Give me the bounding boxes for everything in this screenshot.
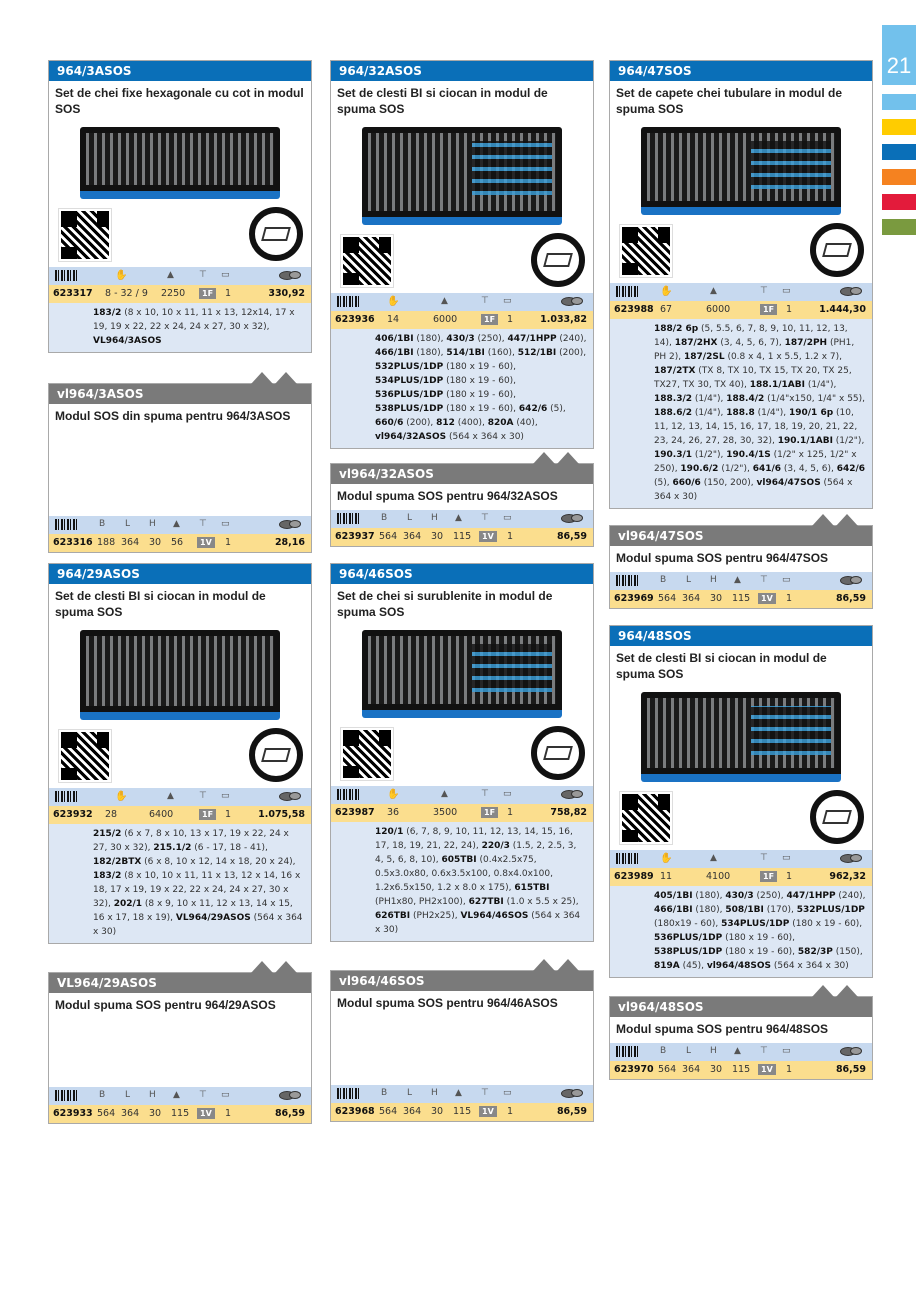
product-card-vl964-46sos <box>330 970 594 1122</box>
product-values-row: 623988 67 6000 1F 1 1.444,30 <box>610 301 872 319</box>
barcode-icon <box>55 519 79 530</box>
pieces: 8 - 32 / 9 <box>105 288 148 299</box>
product-contents: 405/1BI (180), 430/3 (250), 447/1HPP (240), 466/1BI (180), 508/1BI (170), 532PLUS/1DP (180x19 - 60), 534PLUS/1DP (180 x 19 - 60), 536PLUS/1DP (180 x 19 - 60), 538PLUS/1DP (180 x 19 - 60), 582/3P (150), 819A (45), vl964/48SOS (564 x 364 x 30) <box>610 886 872 977</box>
spec-header-row: B L H ▲ ⊤ ▭ <box>331 510 593 528</box>
product-code: 964/47SOS <box>610 61 872 81</box>
hand-pieces-icon: ✋ <box>115 270 128 281</box>
weight-icon: ▲ <box>167 270 174 280</box>
weight-icon: ▲ <box>173 519 180 529</box>
product-card-964-47sos <box>609 60 873 509</box>
sos-module-logo <box>531 726 585 780</box>
product-card-vl964-29asos <box>48 972 312 1124</box>
product-title: Set de clesti BI si ciocan in modul de spuma SOS <box>55 589 266 619</box>
product-values-row: 623936 14 6000 1F 1 1.033,82 <box>331 311 593 329</box>
product-title: Set de capete chei tubulare in modul de spuma SOS <box>616 86 843 116</box>
product-code: vl964/46SOS <box>331 971 593 991</box>
product-code: VL964/29ASOS <box>49 973 311 993</box>
product-values-row: 623937 564 364 30 115 1V 1 86,59 <box>331 528 593 546</box>
packaging-icon: ⊤ <box>199 270 207 280</box>
barcode-icon <box>55 270 79 281</box>
spec-header-row: ✋ ▲ ⊤ ▭ <box>610 283 872 301</box>
weight: 2250 <box>161 288 186 299</box>
product-title: Modul spuma SOS pentru 964/32ASOS <box>337 489 558 503</box>
spec-header-row: B L H ▲ ⊤ ▭ <box>49 1087 311 1105</box>
product-values-row: 623969 564 364 30 115 1V 1 86,59 <box>610 590 872 608</box>
coins-price-icon <box>279 519 301 529</box>
product-title: Modul spuma SOS pentru 964/29ASOS <box>55 998 276 1012</box>
pack-quantity: 1 <box>225 288 232 299</box>
product-card-vl964-3asos <box>48 383 312 553</box>
product-contents: 215/2 (6 x 7, 8 x 10, 13 x 17, 19 x 22, 24 x 27, 30 x 32), 215.1/2 (6 - 17, 18 - 41), 182/2BTX (6 x 8, 10 x 12, 14 x 18, 20 x 24), 183/2 (8 x 10, 10 x 11, 11 x 13, 12 x 14, 16 x 18, 17 x 19, 19 x 22, 22 x 24, 24 x 27, 30 x 32), 202/1 (8 x 9, 10 x 11, 12 x 13, 14 x 15, 16 x 17, 18 x 19), VL964/29ASOS (564 x 364 x 30) <box>49 824 311 943</box>
product-image <box>641 127 841 215</box>
product-code: 964/3ASOS <box>49 61 311 81</box>
product-values-row: 623970 564 364 30 115 1V 1 86,59 <box>610 1061 872 1079</box>
spec-header-row: B L H ▲ ⊤ ▭ <box>331 1085 593 1103</box>
column-2 <box>330 60 594 1122</box>
product-contents: 120/1 (6, 7, 8, 9, 10, 11, 12, 13, 14, 15, 16, 17, 18, 19, 21, 22, 24), 220/3 (1.5, 2, 2.5, 3, 4, 5, 6, 8, 10), 605TBI (0.4x2.5x75, 0.5x3.0x80, 0.6x3.5x100, 0.8x4.0x100, 1.2x6.5x150, 1.2 x 8.0 x 175), 615TBI (PH1x80, PH2x100), 627TBI (1.0 x 5.5 x 25), 626TBI (PH2x25), VL964/46SOS (564 x 364 x 30) <box>331 822 593 941</box>
spec-header-row: ✋ ▲ ⊤ ▭ <box>331 293 593 311</box>
pack-quantity-icon: ▭ <box>221 519 230 529</box>
product-contents: 183/2 (8 x 10, 10 x 11, 11 x 13, 12x14, 17 x 19, 19 x 22, 22 x 24, 24 x 27, 30 x 32), VL964/3ASOS <box>49 303 311 352</box>
product-title: Set de clesti BI si ciocan in modul de spuma SOS <box>616 651 827 681</box>
qr-code[interactable] <box>620 225 672 277</box>
packaging-icon: ⊤ <box>199 519 207 529</box>
product-values-row: 623987 36 3500 1F 1 758,82 <box>331 804 593 822</box>
chapter-tab-green[interactable] <box>882 219 916 235</box>
qr-code[interactable] <box>59 730 111 782</box>
chapter-tabs <box>882 25 916 244</box>
product-code: 964/46SOS <box>331 564 593 584</box>
chapter-tab-orange[interactable] <box>882 169 916 185</box>
spec-header-row: B L H ▲ ⊤ ▭ <box>610 572 872 590</box>
qr-code[interactable] <box>341 728 393 780</box>
product-code: vl964/3ASOS <box>49 384 311 404</box>
product-image <box>80 127 280 199</box>
spec-header-row <box>49 267 311 285</box>
chapter-tab-red[interactable] <box>882 194 916 210</box>
chapter-tab-light-blue[interactable] <box>882 94 916 110</box>
product-title: Set de chei fixe hexagonale cu cot in modul SOS <box>55 86 304 116</box>
product-card-964-32asos <box>330 60 594 449</box>
product-code: vl964/32ASOS <box>331 464 593 484</box>
packaging-badge: 1F <box>199 288 216 299</box>
product-values-row: 623989 11 4100 1F 1 962,32 <box>610 868 872 886</box>
product-title: Modul spuma SOS pentru 964/47SOS <box>616 551 829 565</box>
product-card-vl964-32asos <box>330 463 594 547</box>
product-values-row: 623932 28 6400 1F 1 1.075,58 <box>49 806 311 824</box>
product-code: vl964/47SOS <box>610 526 872 546</box>
product-image <box>362 630 562 718</box>
pack-quantity-icon: ▭ <box>221 270 230 280</box>
coins-price-icon <box>279 270 301 280</box>
product-code: vl964/48SOS <box>610 997 872 1017</box>
product-values-row: 623933 564 364 30 115 1V 1 86,59 <box>49 1105 311 1123</box>
product-image <box>641 692 841 782</box>
product-card-964-29asos <box>48 563 312 944</box>
qr-code[interactable] <box>620 792 672 844</box>
product-card-964-3asos <box>48 60 312 353</box>
product-card-964-46sos <box>330 563 594 942</box>
sos-module-logo <box>531 233 585 287</box>
product-card-vl964-47sos <box>609 525 873 609</box>
column-1 <box>48 60 312 1124</box>
sos-module-logo <box>810 223 864 277</box>
chapter-tab-blue[interactable] <box>882 144 916 160</box>
spec-header-row: ✋ ▲ ⊤ ▭ <box>49 788 311 806</box>
product-values-row <box>49 285 311 303</box>
product-values-row: 623968 564 364 30 115 1V 1 86,59 <box>331 1103 593 1121</box>
page-number: 21 <box>882 25 916 85</box>
product-card-vl964-48sos <box>609 996 873 1080</box>
spec-header-row: ✋ ▲ ⊤ ▭ <box>610 850 872 868</box>
spec-header-row: B L H ▲ ⊤ ▭ <box>610 1043 872 1061</box>
product-code: 964/32ASOS <box>331 61 593 81</box>
spec-header-row: B L H ▲ ⊤ ▭ <box>49 516 311 534</box>
sos-module-logo <box>249 207 303 261</box>
article-number: 623317 <box>53 288 93 299</box>
sos-module-logo <box>810 790 864 844</box>
product-title: Modul SOS din spuma pentru 964/3ASOS <box>55 409 291 423</box>
chapter-tab-yellow[interactable] <box>882 119 916 135</box>
product-title: Modul spuma SOS pentru 964/48SOS <box>616 1022 829 1036</box>
product-image <box>80 630 280 720</box>
price: 330,92 <box>268 288 305 299</box>
product-values-row: 623316 188 364 30 56 1V 1 28,16 <box>49 534 311 552</box>
product-title: Set de clesti BI si ciocan in modul de spuma SOS <box>337 86 548 116</box>
spec-header-row: ✋ ▲ ⊤ ▭ <box>331 786 593 804</box>
sos-module-logo <box>249 728 303 782</box>
product-card-964-48sos <box>609 625 873 978</box>
column-3 <box>609 60 873 1080</box>
product-code: 964/29ASOS <box>49 564 311 584</box>
product-contents: 188/2 6p (5, 5.5, 6, 7, 8, 9, 10, 11, 12, 13, 14), 187/2HX (3, 4, 5, 6, 7), 187/2PH (PH1, PH 2), 187/2SL (0.8 x 4, 1 x 5.5, 1.2 x 7), 187/2TX (TX 8, TX 10, TX 15, TX 20, TX 25, TX27, TX 30, TX 40), 188.1/1ABI (1/4"), 188.3/2 (1/4"), 188.4/2 (1/4"x150, 1/4" x 55), 188.6/2 (1/4"), 188.8 (1/4"), 190/1 6p (10, 11, 12, 13, 14, 15, 16, 17, 18, 19, 20, 21, 22, 23, 24, 26, 27, 28, 30, 32), 190.1/1ABI (1/2"), 190.3/1 (1/2"), 190.4/1S (1/2" x 125, 1/2" x 250), 190.6/2 (1/2"), 641/6 (3, 4, 5, 6), 642/6 (5), 660/6 (150, 200), vl964/47SOS (564 x 364 x 30) <box>610 319 872 508</box>
product-title: Set de chei si surublenite in modul de spuma SOS <box>337 589 553 619</box>
product-image <box>362 127 562 225</box>
product-code: 964/48SOS <box>610 626 872 646</box>
qr-code[interactable] <box>341 235 393 287</box>
product-contents: 406/1BI (180), 430/3 (250), 447/1HPP (240), 466/1BI (180), 514/1BI (160), 512/1BI (200), 532PLUS/1DP (180 x 19 - 60), 534PLUS/1DP (180 x 19 - 60), 536PLUS/1DP (180 x 19 - 60), 538PLUS/1DP (180 x 19 - 60), 642/6 (5), 660/6 (200), 812 (400), 820A (40), vl964/32ASOS (564 x 364 x 30) <box>331 329 593 448</box>
product-title: Modul spuma SOS pentru 964/46ASOS <box>337 996 558 1010</box>
qr-code[interactable] <box>59 209 111 261</box>
